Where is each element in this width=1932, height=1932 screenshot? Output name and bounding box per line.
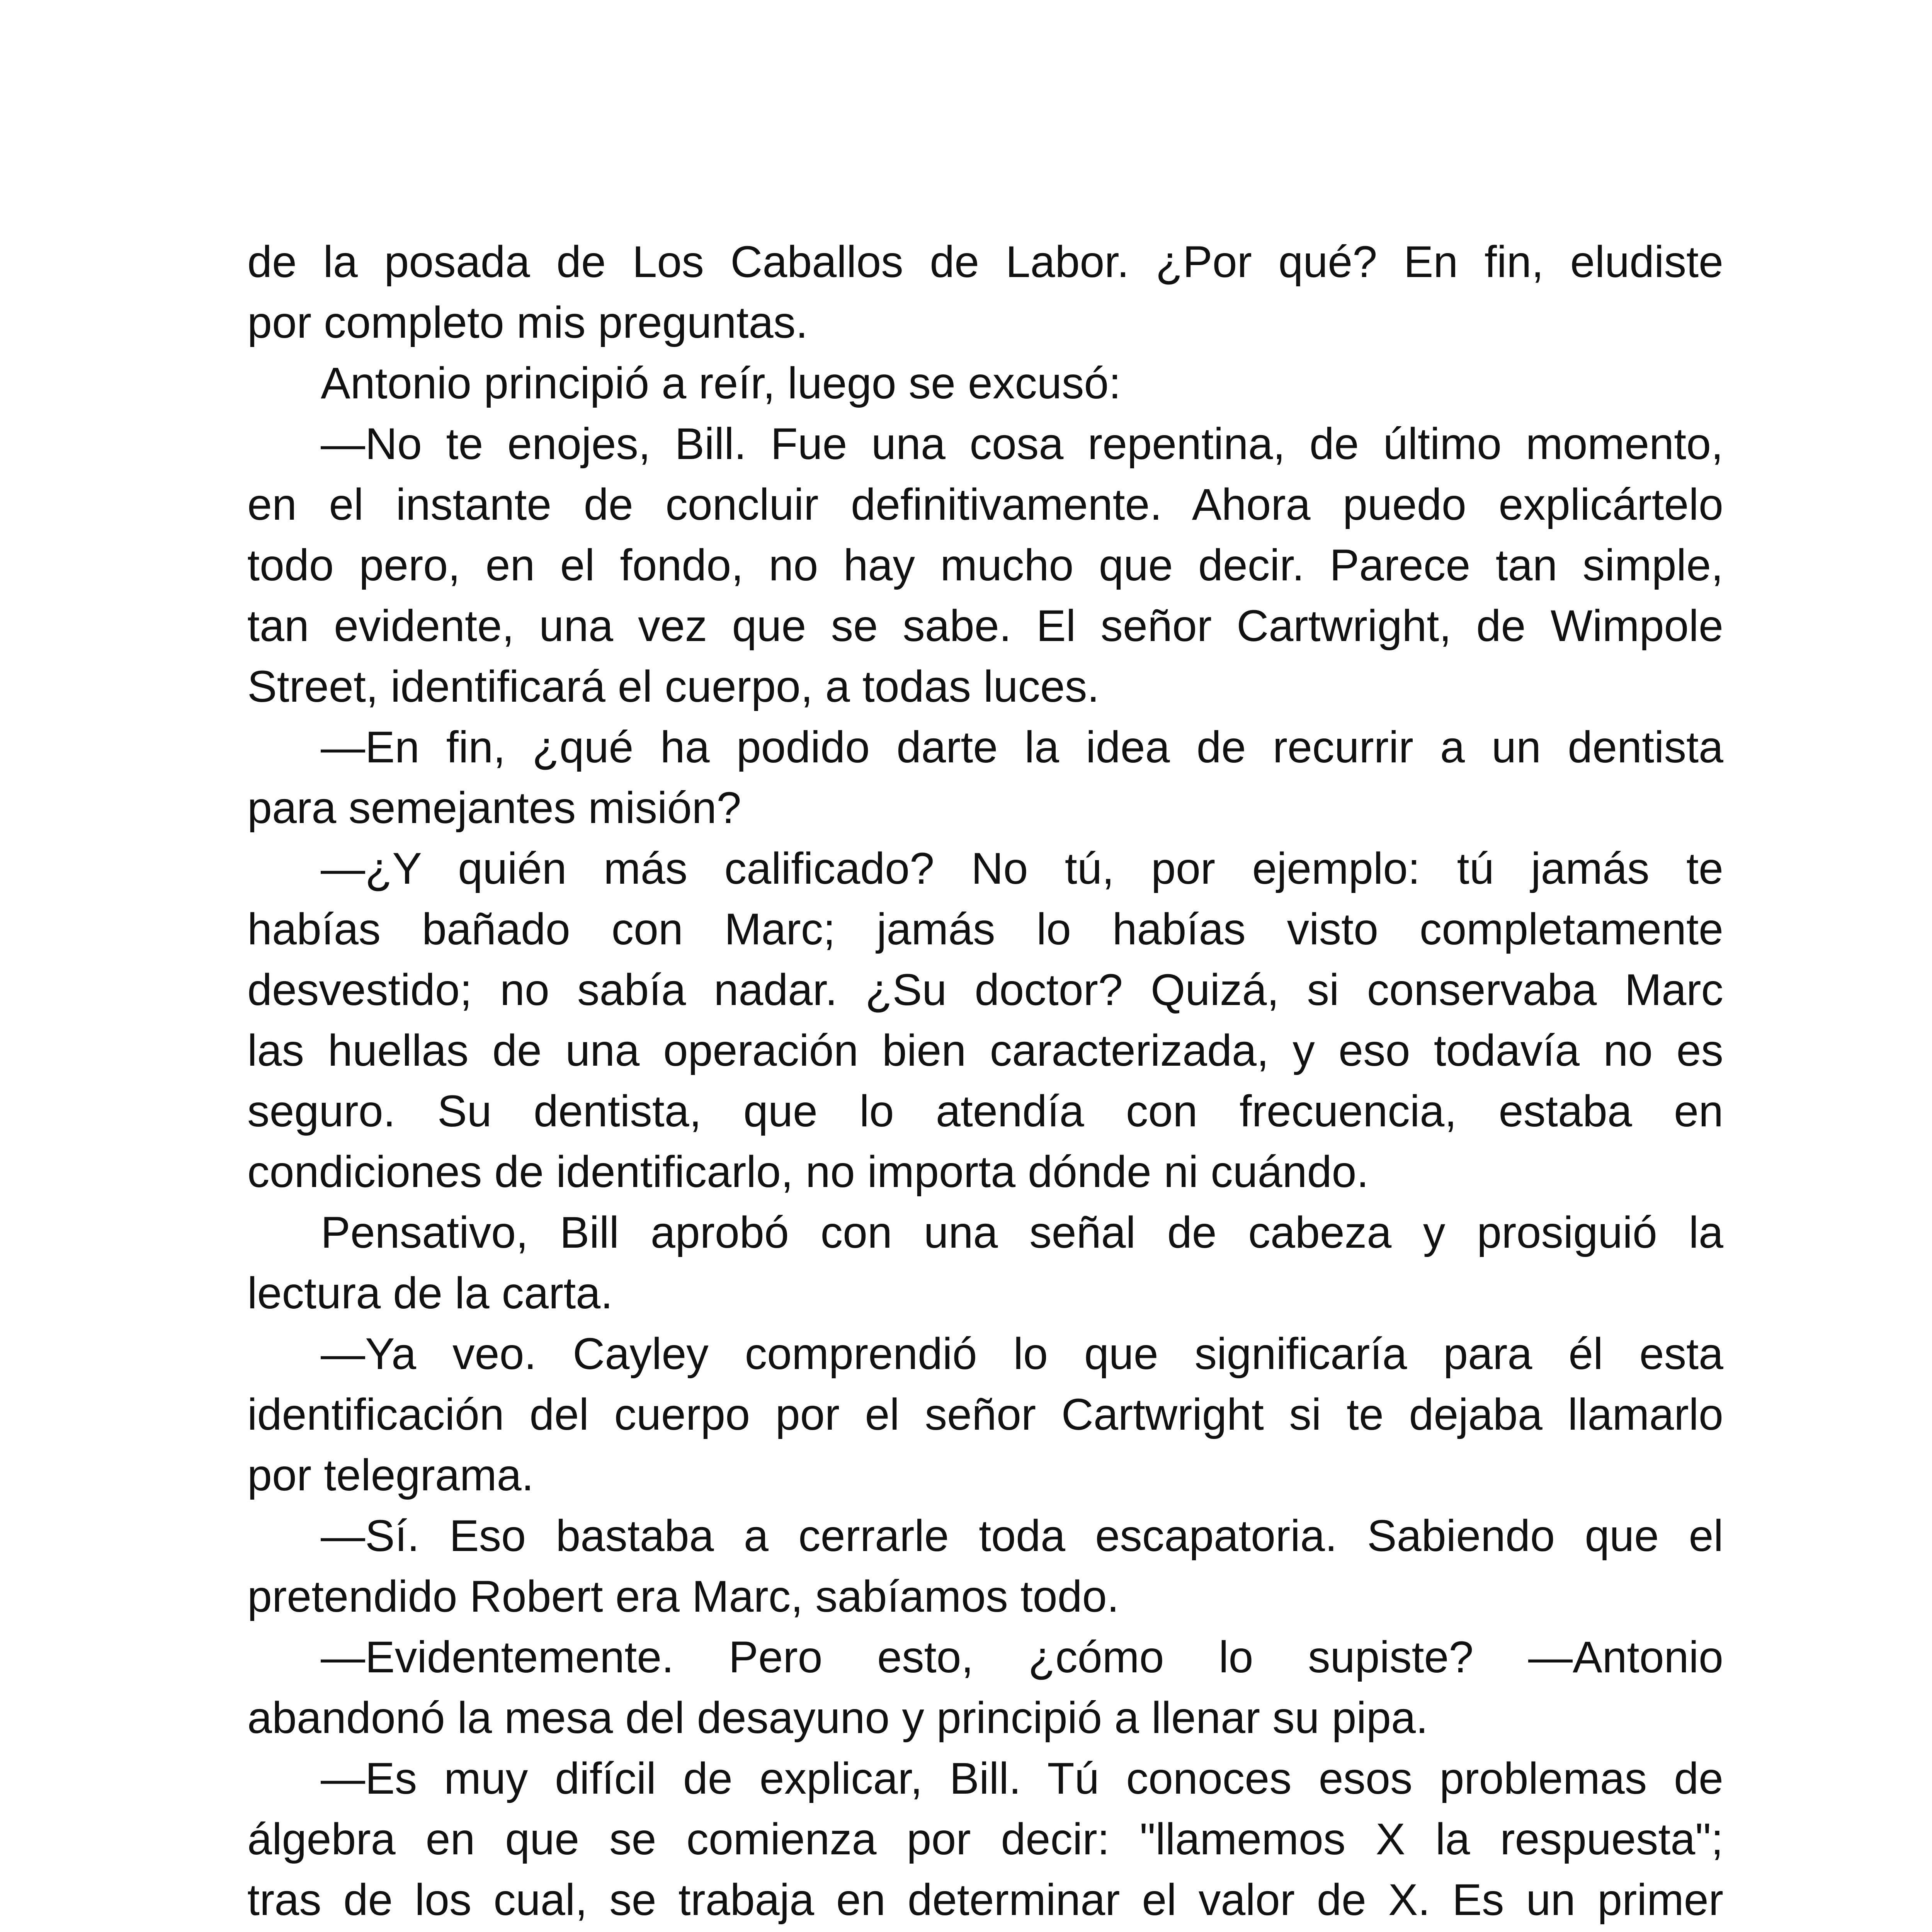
text-line: —Sí. Eso bastaba a cerrarle toda escapatoria. Sabiendo que el (321, 1511, 1723, 1561)
text-line: álgebra en que se comienza por decir: "llamemos X la respuesta"; (247, 1815, 1723, 1864)
text-line: desvestido; no sabía nadar. ¿Su doctor? Quizá, si conservaba Marc (247, 965, 1723, 1015)
text-line: —No te enojes, Bill. Fue una cosa repentina, de último momento, (321, 419, 1723, 469)
text-line: en el instante de concluir definitivamente. Ahora puedo explicártelo (247, 480, 1723, 529)
text-line: por completo mis preguntas. (247, 298, 808, 347)
text-line: Street, identificará el cuerpo, a todas luces. (247, 662, 1100, 711)
text-line: Antonio principió a reír, luego se excusó: (321, 359, 1121, 408)
text-line: identificación del cuerpo por el señor Cartwright si te dejaba llamarlo (247, 1390, 1723, 1439)
text-line: condiciones de identificarlo, no importa dónde ni cuándo. (247, 1147, 1369, 1197)
text-line: tan evidente, una vez que se sabe. El señor Cartwright, de Wimpole (247, 601, 1723, 651)
text-line: las huellas de una operación bien caracterizada, y eso todavía no es (247, 1026, 1723, 1075)
text-line: tras de los cual, se trabaja en determinar el valor de X. Es un primer (247, 1875, 1723, 1925)
text-line: —Es muy difícil de explicar, Bill. Tú conoces esos problemas de (321, 1754, 1723, 1803)
text-line: —En fin, ¿qué ha podido darte la idea de recurrir a un dentista (321, 723, 1723, 772)
text-line: —¿Y quién más calificado? No tú, por ejemplo: tú jamás te (321, 844, 1723, 893)
text-line: seguro. Su dentista, que lo atendía con frecuencia, estaba en (247, 1087, 1723, 1136)
text-line: Pensativo, Bill aprobó con una señal de cabeza y prosiguió la (321, 1208, 1723, 1257)
text-line: abandonó la mesa del desayuno y principió a llenar su pipa. (247, 1693, 1428, 1743)
text-line: pretendido Robert era Marc, sabíamos todo. (247, 1572, 1119, 1621)
text-line: lectura de la carta. (247, 1269, 613, 1318)
text-line: —Ya veo. Cayley comprendió lo que significaría para él esta (321, 1329, 1723, 1379)
body-text (247, 232, 1723, 1932)
text-line: por telegrama. (247, 1451, 534, 1500)
text-line: todo pero, en el fondo, no hay mucho que decir. Parece tan simple, (247, 541, 1723, 590)
text-line: —Evidentemente. Pero esto, ¿cómo lo supiste? —Antonio (321, 1633, 1723, 1682)
text-line: habías bañado con Marc; jamás lo habías visto completamente (247, 905, 1723, 954)
text-line: de la posada de Los Caballos de Labor. ¿Por qué? En fin, eludiste (247, 237, 1723, 287)
text-line: para semejantes misión? (247, 783, 742, 833)
text-line (247, 1930, 1723, 1932)
